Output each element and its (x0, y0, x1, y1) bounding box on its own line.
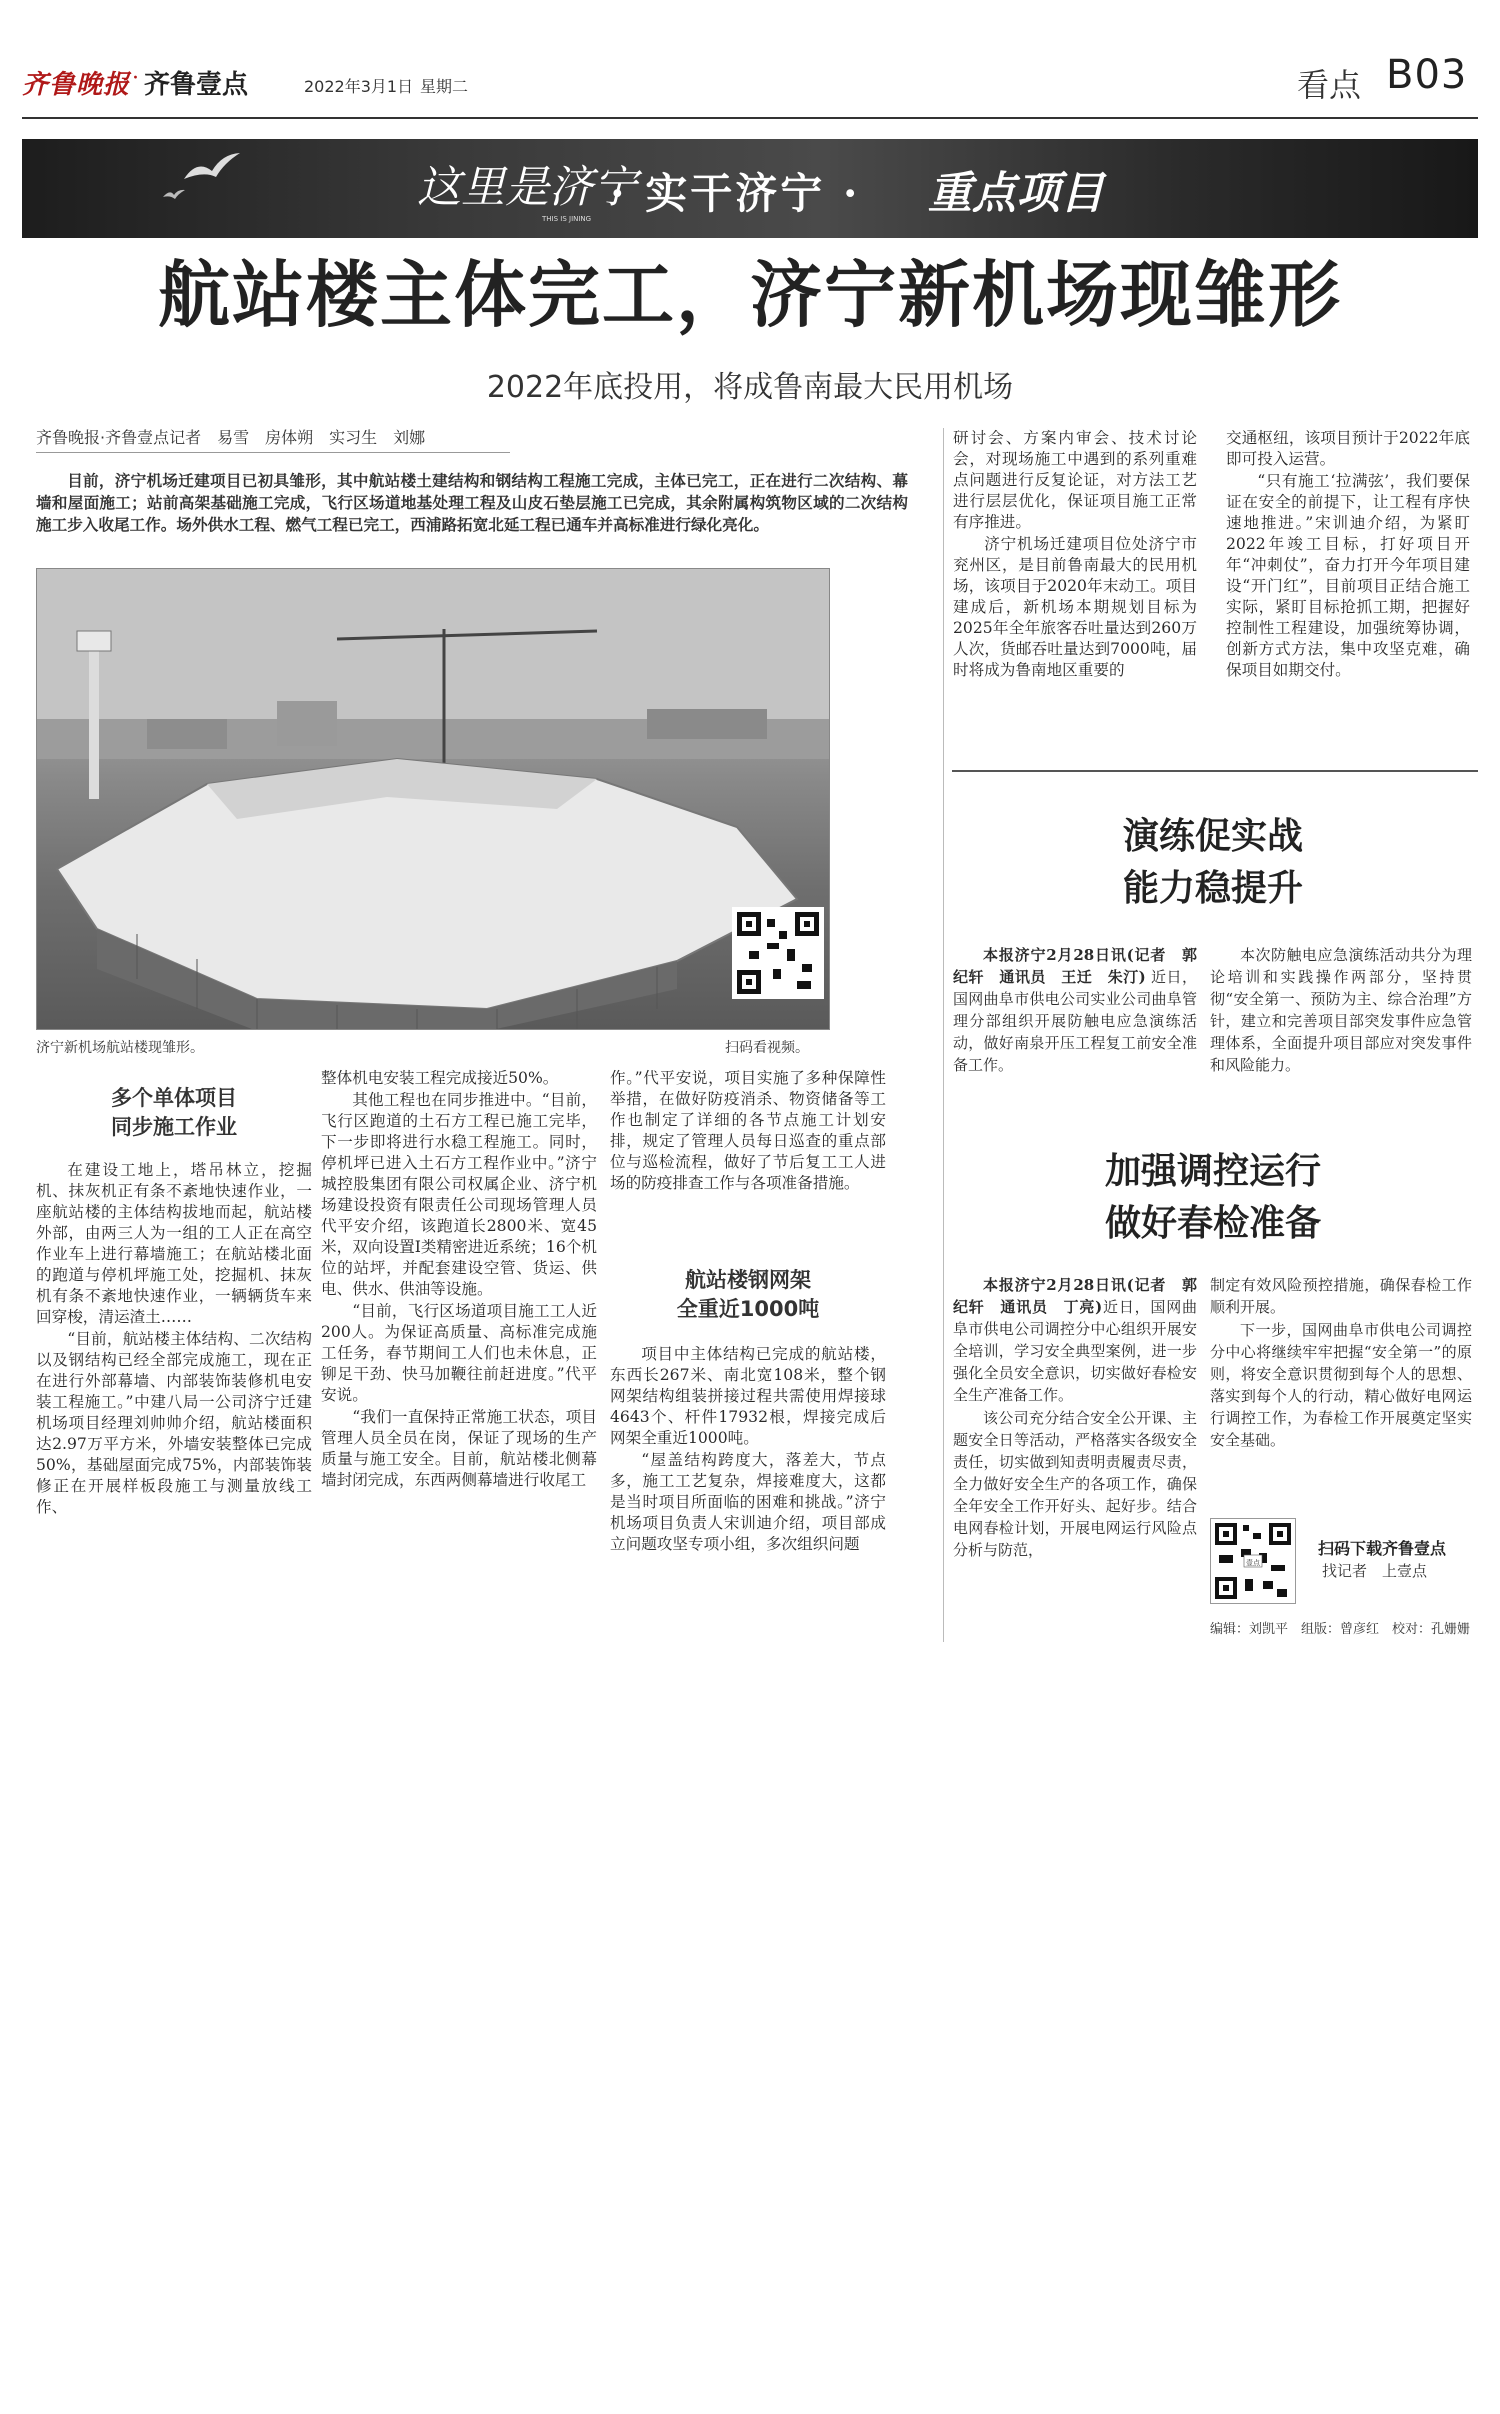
story2-column-1: 本报济宁2月28日讯(记者 郭纪轩 通讯员 王迁 朱汀) 近日，国网曲阜市供电公司实业公司曲阜管理分部组织开展防触电应急演练活动，做好南泉开压工程复工前安全准备工作。 (953, 946, 1197, 1074)
subhead-multiple-projects: 多个单体项目 同步施工作业 (111, 1086, 237, 1139)
story3-column-1: 本报济宁2月28日讯(记者 郭纪轩 通讯员 丁亮)近日，国网曲阜市供电公司调控分中心组织开展安全培训，学习安全典型案例，进一步强化全员安全意识，切实做好春检安全生产准备工作。 该公司充分结合安全公开课、主题安全日等活动，严格落实各级安全责任，切实做到知责明责履责尽责，全力做好安全生产的各项工作，确保全年安全工作开好头、起好步。结合电网春检计划，开展电网运行风险点分析与防范， (953, 1276, 1197, 1559)
qr-tag: 壹点 (1246, 1559, 1260, 1567)
section-divider (952, 770, 1478, 772)
story3-headline: 加强调控运行 做好春检准备 (1104, 1150, 1321, 1244)
column-3-text: 作。”代平安说，项目实施了多种保障性举措，在做好防疫消杀、物资储备等工作也制定了详细的各节点施工计划安排，规定了管理人员每日巡查的重点部位与巡检流程，做好了节后复工工人进场的防疫排查工作与各项准备措施。 (610, 1069, 886, 1192)
issue-date: 2022年3月1日 (304, 77, 414, 96)
main-headline: 航站楼主体完工，济宁新机场现雏形 (157, 252, 1342, 337)
page-number: B03 (1386, 52, 1468, 98)
banner-small-caption: THIS IS JINING (542, 215, 592, 223)
main-subheadline: 2022年底投用，将成鲁南最大民用机场 (486, 370, 1014, 405)
bird-icon (182, 149, 242, 189)
download-label: 扫码下载齐鲁壹点 (1318, 1539, 1447, 1558)
story2-headline: 演练促实战 能力稳提升 (1122, 815, 1303, 909)
logo-qilu-evening: 齐鲁晚报 (22, 70, 131, 100)
banner-highlight: 重点项目 (928, 168, 1104, 219)
column-2-text: 整体机电安装工程完成接近50%。 其他工程也在同步推进中。“目前，飞行区跑道的土石方工程已施工完毕，下一步即将进行水稳工程施工。同时，停机坪已进入土石方工程作业中。”济宁城控股集团有限公司权属企业、济宁机场建设投资有限责任公司现场管理人员代平安介绍，该跑道长2800米、宽45米，双向设置Ⅰ类精密进近系统；16个机位的站坪，并配套建设空管、货运、供电、供水、供油等设施。 “目前，飞行区场道项目施工工人近200人。为保证高质量、高标准完成施工任务，春节期间工人们也未休息，正铆足干劲、快马加鞭往前赶进度。”代平安说。 “我们一直保持正常施工状态，项目管理人员全员在岗，保证了现场的生产质量与施工安全。目前，航站楼北侧幕墙封闭完成，东西两侧幕墙进行收尾工 (321, 1069, 597, 1489)
logo-qilu-yidian: 齐鲁壹点 (144, 70, 249, 100)
story3-column-2: 制定有效风险预控措施，确保春检工作顺利开展。 下一步，国网曲阜市供电公司调控分中心将继续牢牢把握“安全第一”的原则，将安全意识贯彻到每个人的思想、落实到每个人的行动，精心做好电网运行调控工作，为春检工作开展奠定坚实安全基础。 (1210, 1276, 1472, 1449)
masthead (0, 0, 1500, 120)
column-1-text: 在建设工地上，塔吊林立，挖掘机、抹灰机正有条不紊地快速作业，一座航站楼的主体结构拔地而起，航站楼外部，由两三人为一组的工人正在高空作业车上进行幕墙施工；在航站楼北面的跑道与停机坪施工处，挖掘机、抹灰机有条不紊地快速作业，一辆辆货车来回穿梭，清运渣土…… “目前，航站楼主体结构、二次结构以及钢结构已经全部完成施工，现在正在进行外部幕墙、内部装饰装修机电安装工程施工。”中建八局一公司济宁迁建机场项目经理刘帅帅介绍，航站楼面积达2.97万平方米，外墙安装整体已完成50%，基础屋面完成75%，内部装饰装修正在开展样板段施工与测量放线工作、 (36, 1161, 312, 1516)
column-3b-text: 项目中主体结构已完成的航站楼，东西长267米、南北宽108米，整个钢网架结构组装拼接过程共需使用焊接球4643个、杆件17932根，焊接完成后网架全重近1000吨。 “屋盖结构跨度大，落差大，节点多，施工工艺复杂，焊接难度大，这都是当时项目所面临的困难和挑战。”济宁机场项目负责人宋训迪介绍，项目部成立问题攻坚专项小组，多次组织问题 (610, 1345, 886, 1553)
byline: 齐鲁晚报·齐鲁壹点记者 易雪 房体朔 实习生 刘娜 (36, 428, 426, 447)
topic-banner (22, 139, 1478, 238)
column-rule-1 (943, 428, 944, 1642)
editor-credits: 编辑：刘凯平 组版：曾彦红 校对：孔姗姗 (1210, 1622, 1471, 1637)
banner-text: · 实干济宁 · (610, 169, 861, 218)
download-sub-label: 找记者 上壹点 (1322, 1562, 1428, 1580)
section-name: 看点 (1297, 66, 1362, 104)
column-top-4-text: 交通枢纽，该项目预计于2022年底即可投入运营。 “只有施工‘拉满弦’，我们要保证在安全的前提下，让工程有序快速地推进。”宋训迪介绍，为紧盯2022年竣工目标，打好项目开年“冲刺仗”，奋力打开今年项目建设“开门红”，目前项目正结合施工实际，紧盯目标抢抓工期，把握好控制性工程建设，加强统筹协调，创新方式方法，集中攻坚克难，确保项目如期交付。 (1226, 429, 1470, 679)
column-top-3-text: 研讨会、方案内审会、技术讨论会，对现场施工中遇到的系列重难点问题进行反复论证，对方法工艺进行层层优化，保证项目施工正常有序推进。 济宁机场迁建项目位处济宁市兖州区，是目前鲁南最大的民用机场，该项目于2020年末动工。项目建成后，新机场本期规划目标为2025年全年旅客吞吐量达到260万人次，货邮吞吐量达到7000吨，届时将成为鲁南地区重要的 (953, 429, 1197, 679)
lead-paragraph: 目前，济宁机场迁建项目已初具雏形，其中航站楼土建结构和钢结构工程施工完成，主体已完工，正在进行二次结构、幕墙和屋面施工；站前高架基础施工完成，飞行区场道地基处理工程及山皮石垫层施工已完成，其余附属构筑物区域的二次结构施工步入收尾工作。场外供水工程、燃气工程已完工，西浦路拓宽北延工程已通车并高标准进行绿化亮化。 (36, 471, 908, 534)
bird-small-icon (162, 187, 186, 201)
photo-caption: 济宁新机场航站楼现雏形。 (36, 1040, 204, 1056)
issue-weekday: 星期二 (420, 77, 469, 96)
story2-column-2: 本次防触电应急演练活动共分为理论培训和实践操作两部分，坚持贯彻“安全第一、预防为主、综合治理”方针，建立和完善项目部突发事件应急管理体系，全面提升项目部应对突发事件和风险能力。 (1210, 946, 1472, 1074)
byline-rule (36, 452, 510, 453)
logo-separator: · (132, 66, 139, 91)
download-qr-code[interactable] (1210, 1518, 1296, 1604)
masthead-rule (22, 117, 1478, 119)
subhead-steel-grid: 航站楼钢网架 全重近1000吨 (676, 1268, 820, 1321)
qr-caption: 扫码看视频。 (725, 1040, 809, 1056)
banner-calligraphy: 这里是济宁 (417, 162, 637, 213)
terminal-photo-illustration (37, 569, 830, 1030)
terminal-photo (36, 568, 830, 1030)
